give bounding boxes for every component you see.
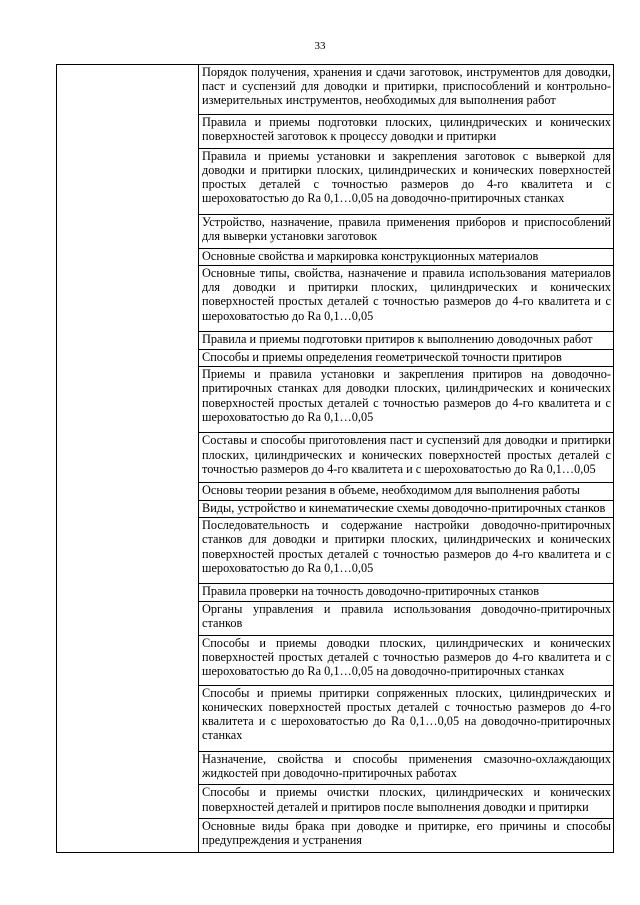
requirements-table-body: [57, 65, 614, 853]
requirement-cell: Правила и приемы подготовки плоских, цилиндрических и конических поверхностей заготовок к процессу доводки и притирки: [199, 114, 614, 148]
requirement-cell: Способы и приемы притирки сопряженных плоских, цилиндрических и конических поверхностей простых деталей с точностью размеров до 4-го квалитета и с шероховатостью до Ra 0,1…0,05 на доводочно-притирочных станках: [199, 685, 614, 751]
requirement-cell: Правила и приемы подготовки притиров к выполнению доводочных работ: [199, 332, 614, 349]
requirement-cell: Виды, устройство и кинематические схемы доводочно-притирочных станков: [199, 500, 614, 517]
requirement-cell: Основные свойства и маркировка конструкционных материалов: [199, 248, 614, 265]
requirement-cell: Правила проверки на точность доводочно-притирочных станков: [199, 584, 614, 601]
requirement-cell: Основные виды брака при доводке и притирке, его причины и способы предупреждения и устранения: [199, 819, 614, 853]
page-number: 33: [314, 40, 326, 52]
table-row: [57, 65, 614, 115]
requirements-label-cell: [57, 65, 199, 853]
requirement-cell: Приемы и правила установки и закрепления притиров на доводочно-притирочных станках для доводки плоских, цилиндрических и конических поверхностей простых деталей с точностью размеров до 4-го квалитета и с шероховатостью до Ra 0,1…0,05: [199, 367, 614, 433]
requirement-cell: Способы и приемы определения геометрической точности притиров: [199, 349, 614, 366]
requirements-table: [56, 64, 614, 853]
requirement-cell: Органы управления и правила использования доводочно-притирочных станков: [199, 601, 614, 635]
requirement-cell: Назначение, свойства и способы применения смазочно-охлаждающих жидкостей при доводочно-притирочных работах: [199, 751, 614, 785]
requirement-cell: Составы и способы приготовления паст и суспензий для доводки и притирки плоских, цилиндрических и конических поверхностей простых деталей с точностью размеров до 4-го квалитета и с шероховатостью до Ra 0,1…0,05: [199, 433, 614, 483]
requirement-cell: Последовательность и содержание настройки доводочно-притирочных станков для доводки и притирки плоских, цилиндрических и конических поверхностей простых деталей с точностью размеров до 4-го квалитета и с шероховатостью до Ra 0,1…0,05: [199, 518, 614, 584]
requirement-cell: Правила и приемы установки и закрепления заготовок с выверкой для доводки и притирки плоских, цилиндрических и конических поверхностей простых деталей с точностью размеров до 4-го квалитета и с шероховатостью до Ra 0,1…0,05 на доводочно-притирочных станках: [199, 148, 614, 214]
requirement-cell: Устройство, назначение, правила применения приборов и приспособлений для выверки установки заготовок: [199, 214, 614, 248]
requirement-cell: Основы теории резания в объеме, необходимом для выполнения работы: [199, 483, 614, 500]
requirement-cell: Способы и приемы очистки плоских, цилиндрических и конических поверхностей деталей и притиров после выполнения доводки и притирки: [199, 785, 614, 819]
requirement-cell: Способы и приемы доводки плоских, цилиндрических и конических поверхностей простых деталей с точностью размеров до 4-го квалитета и с шероховатостью до Ra 0,1…0,05 на доводочно-притирочных станках: [199, 635, 614, 685]
requirement-cell: Порядок получения, хранения и сдачи заготовок, инструментов для доводки, паст и суспензий для доводки и притирки, приспособлений и контрольно-измерительных инструментов, необходимых для выполнения работ: [199, 65, 614, 115]
requirement-cell: Основные типы, свойства, назначение и правила использования материалов для доводки и притирки плоских, цилиндрических и конических поверхностей простых деталей с точностью размеров до 4-го квалитета и с шероховатостью до Ra 0,1…0,05: [199, 266, 614, 332]
